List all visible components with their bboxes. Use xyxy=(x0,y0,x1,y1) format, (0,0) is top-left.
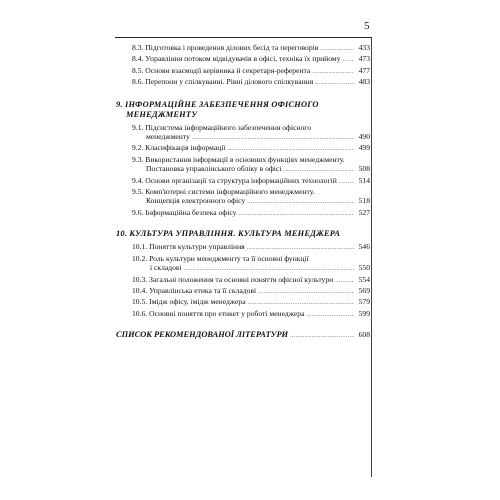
toc-entry-9-6: 9.6. Інформаційна безпека офісу . . . 527 xyxy=(116,208,370,219)
toc-entry-10-1: 10.1. Поняття культури управління . . . 546 xyxy=(116,242,370,253)
chapter-9-title: 9. ІНФОРМАЦІЙНЕ ЗАБЕЗПЕЧЕННЯ ОФІСНОГО xyxy=(116,99,319,109)
toc-entry-9-3: 9.3. Використання інформації в основних функціях менеджменту. xyxy=(132,154,345,164)
toc-entry-8-6: 8.6. Перепони у спілкуванні. Рівні ділового спілкування . . . 483 xyxy=(116,77,370,88)
toc-entry-9-1: 9.1. Підсистема інформаційного забезпечення офісного xyxy=(132,122,312,132)
chapter-10-title: 10. КУЛЬТУРА УПРАВЛІННЯ. КУЛЬТУРА МЕНЕДЖЕРА xyxy=(116,229,341,239)
page-number: 5 xyxy=(364,20,370,32)
toc-entry-9-4: 9.4. Основи організації та структура інформаційних технологій . . . 514 xyxy=(116,176,370,187)
toc-entry-10-6: 10.6. Основні поняття про етикет у роботі менеджера . . . 599 xyxy=(116,309,370,320)
chapter-9-title-cont: МЕНЕДЖМЕНТУ xyxy=(126,109,198,119)
toc-entry-10-3: 10.3. Загальні положення та основні поняття офісної культури . . . 554 xyxy=(116,275,370,286)
toc-entry-8-4: 8.4. Управління потоком відвідувачів в офісі, техніка їх прийому . . . 473 xyxy=(116,54,370,65)
toc-entry-10-5: 10.5. Імідж офісу, імідж менеджера . . . 579 xyxy=(116,297,370,308)
toc-entry-9-5: 9.5. Комп'ютерні системи інформаційного менеджменту. xyxy=(132,187,315,197)
toc-entry-8-5: 8.5. Основи взаємодії керівника й секретаря-референта . . . 477 xyxy=(116,66,370,77)
page-edge-line xyxy=(371,37,372,477)
toc-entry-10-2-cont: і складові . . . 550 xyxy=(116,263,370,274)
table-of-contents xyxy=(116,43,370,342)
header-rule xyxy=(115,37,371,38)
toc-entry-9-2: 9.2. Класифікація інформації . . . 499 xyxy=(116,143,370,154)
toc-entry-references: СПИСОК РЕКОМЕНДОВАНОЇ ЛІТЕРАТУРИ . . . 608 xyxy=(116,330,370,341)
toc-entry-9-1-cont: менеджменту . . . 490 xyxy=(116,132,370,143)
toc-entry-8-3: 8.3. Підготовка і проведення ділових бесід та переговорів . . . 433 xyxy=(116,43,370,54)
toc-entry-9-3-cont: Постановка управлінського обліку в офісі . . . 508 xyxy=(116,164,370,175)
toc-entry-10-2: 10.2. Роль культури менеджменту та її основні функції xyxy=(132,253,309,263)
toc-entry-10-4: 10.4. Управлінська етика та її складові . . . 569 xyxy=(116,286,370,297)
toc-entry-9-5-cont: Концепція електронного офісу . . . 518 xyxy=(116,196,370,207)
